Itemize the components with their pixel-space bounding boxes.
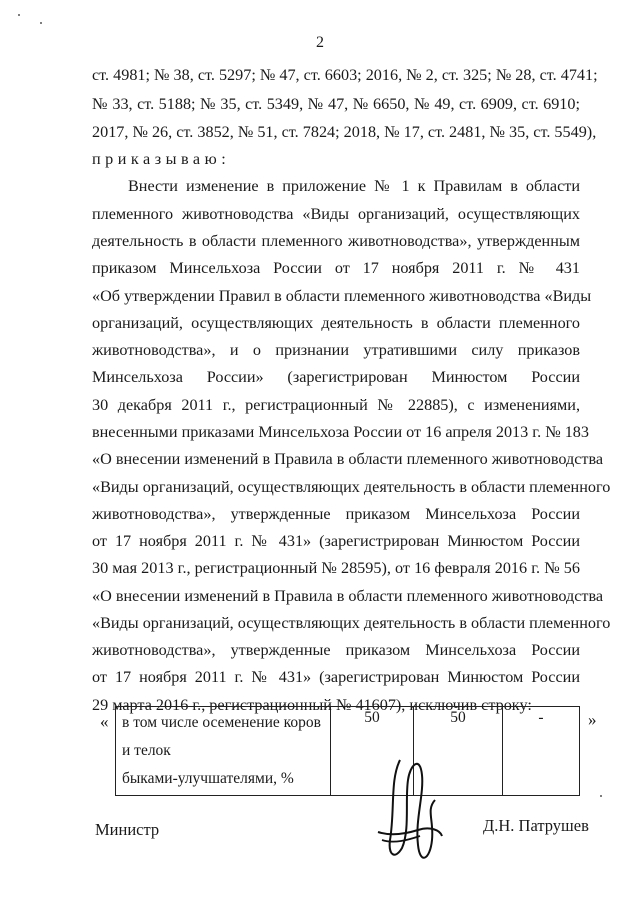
text-line: животноводства», утвержденные приказом Минсельхоза России [92, 641, 580, 659]
text-line: от 17 ноября 2011 г. № 431» (зарегистрирован Минюстом России [92, 532, 580, 550]
text-line: от 17 ноября 2011 г. № 431» (зарегистрирован Минюстом России [92, 668, 580, 686]
text-line: Минсельхоза России» (зарегистрирован Минюстом России [92, 368, 580, 386]
text-line: внесенными приказами Минсельхоза России от 16 апреля 2013 г. № 183 [92, 423, 589, 441]
text-line: 30 мая 2013 г., регистрационный № 28595), от 16 февраля 2016 г. № 56 [92, 559, 580, 577]
row-label-cell [116, 707, 331, 796]
open-quote: « [100, 712, 109, 731]
row-label-line: в том числе осеменение коров [122, 714, 321, 731]
text-line: ст. 4981; № 38, ст. 5297; № 47, ст. 6603; 2016, № 2, ст. 325; № 28, ст. 4741; [92, 66, 598, 84]
scan-speck [40, 22, 42, 24]
text-line: № 33, ст. 5188; № 35, ст. 5349, № 47, № 6650, № 49, ст. 6909, ст. 6910; [92, 95, 580, 113]
value-cell: - [503, 707, 580, 796]
text-line: «Об утверждении Правил в области племенного животноводства «Виды [92, 287, 592, 305]
text-line: «О внесении изменений в Правила в области племенного животноводства [92, 450, 604, 468]
text-line: «О внесении изменений в Правила в области племенного животноводства [92, 587, 604, 605]
text-line: племенного животноводства «Виды организаций, осуществляющих [92, 205, 580, 223]
scan-speck [18, 14, 20, 16]
text-line: животноводства», и о признании утратившими силу приказов [92, 341, 580, 359]
text-line: приказываю: [92, 150, 231, 168]
value-cell: 50 [414, 707, 503, 796]
row-label-line: и телок [122, 742, 171, 759]
text-line: «Виды организаций, осуществляющих деятельность в области племенного [92, 478, 611, 496]
text-line: «Виды организаций, осуществляющих деятельность в области племенного [92, 614, 611, 632]
text-line: Внести изменение в приложение № 1 к Правилам в области [128, 177, 580, 195]
text-line: 2017, № 26, ст. 3852, № 51, ст. 7824; 2018, № 17, ст. 2481, № 35, ст. 5549), [92, 123, 597, 141]
close-quote: » [588, 710, 597, 729]
signatory-title: Министр [95, 820, 160, 839]
value-cell: 50 [331, 707, 414, 796]
signature-block [0, 800, 640, 905]
text-line: организаций, осуществляющих деятельность в области племенного [92, 314, 580, 332]
text-line: приказом Минсельхоза России от 17 ноября 2011 г. № 431 [92, 259, 580, 277]
row-label-line: быками-улучшателями, % [122, 770, 294, 787]
text-line: 29 марта 2016 г., регистрационный № 41607), исключив строку: [92, 696, 532, 714]
removed-row-block [0, 706, 640, 796]
removed-row-table [115, 706, 580, 796]
page-number: 2 [316, 34, 324, 51]
table-row [116, 707, 580, 796]
text-line: 30 декабря 2011 г., регистрационный № 22885), с изменениями, [92, 396, 580, 414]
text-line: деятельность в области племенного животноводства», утвержденным [92, 232, 580, 250]
handwritten-signature [360, 740, 470, 880]
scan-speck [600, 795, 602, 797]
signatory-name: Д.Н. Патрушев [483, 816, 589, 835]
text-line: животноводства», утвержденные приказом Минсельхоза России [92, 505, 580, 523]
